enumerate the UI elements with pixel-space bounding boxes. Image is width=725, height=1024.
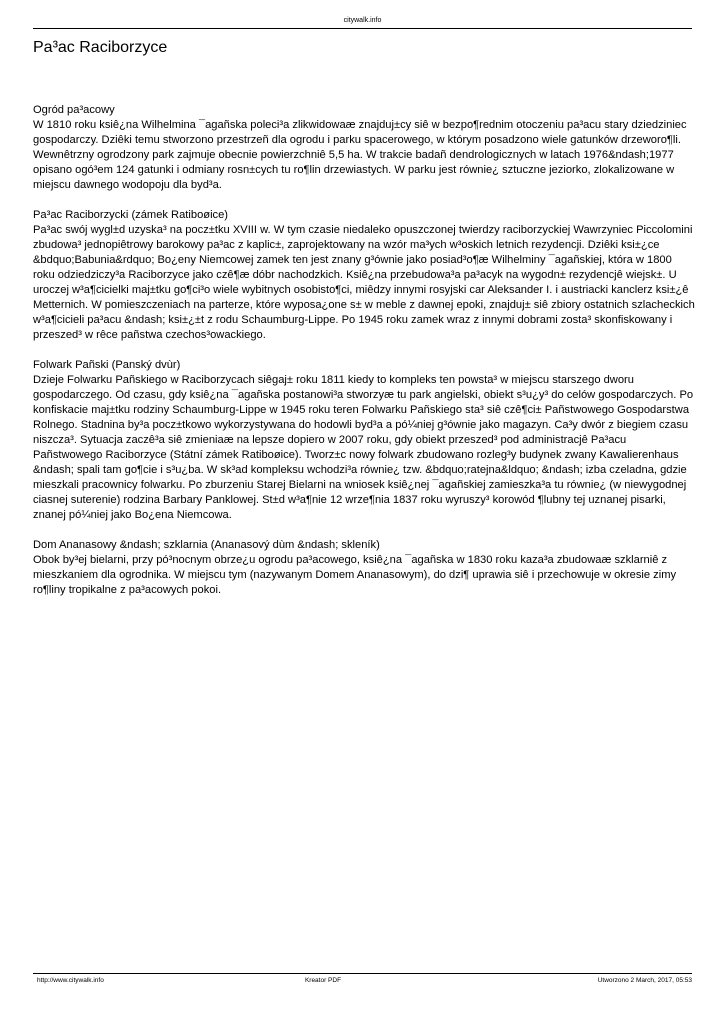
- header-divider: [33, 28, 692, 29]
- section-body: W 1810 roku ksiê¿na Wilhelmina ¯agañska poleci³a zlikwidowaæ znajduj±cy siê w bezpo¶rednim otoczeniu pa³acu stary dziedziniec gospodarczy. Dziêki temu stworzono przestrzeñ dla ogrodu i parku spacerowego, w którym posadzono wiele gatunków drzeworo¶li. Wewnêtrzny ogrodzony park zajmuje obecnie powierzchniê 5,5 ha. W trakcie badañ dendrologicznych w latach 1976&ndash;1977 opisano ogó³em 124 gatunki i odmiany rosn±cych tu ro¶lin drzewiastych. W parku jest równie¿ sztuczne jeziorko, zlokalizowane w miejscu dawnego wodopoju dla byd³a.: [33, 119, 687, 191]
- footer-url: http://www.citywalk.info: [37, 977, 104, 984]
- section-heading: Pa³ac Raciborzycki (zámek Ratiboøice): [33, 209, 229, 221]
- page-title: Pa³ac Raciborzyce: [33, 39, 168, 56]
- section-pineapple-house: [33, 538, 695, 598]
- section-body: Dzieje Folwarku Pañskiego w Raciborzycach siêgaj± roku 1811 kiedy to kompleks ten powsta³ w miejscu starszego dworu gospodarczego. Od czasu, gdy ksiê¿na ¯agañska postanowi³a stworzyæ tu park angielski, obiekt s³u¿y³ do celów gospodarczych. Po konfiskacie maj±tku rodziny Schaumburg-Lippe w 1945 roku teren Folwarku Pañskiego sta³ siê czê¶ci± Pañstwowego Gospodarstwa Rolnego. Stadnina by³a pocz±tkowo wykorzystywana do hodowli byd³a a pó¼niej g³ównie jako magazyn. Ca³y dwór z biegiem czasu niszcza³. Sytuacja zaczê³a siê zmieniaæ na lepsze dopiero w 2007 roku, gdy obiekt przeszed³ pod administracjê Pa³acu Pañstwowego Raciborzyce (Státní zámek Ratiboøice). Tworz±c nowy folwark zbudowano rozleg³y budynek zwany Kawalierenhaus &ndash; spali tam go¶cie i s³u¿ba. W sk³ad kompleksu wchodzi³a równie¿ tzw. &bdquo;ratejna&ldquo; &ndash; izba czeladna, gdzie mieszkali pracownicy folwarku. Po zburzeniu Starej Bielarni na wniosek ksiê¿nej ¯agañskiej zamieszka³a tu równie¿ (w niewygodnej ciasnej suterenie) rodzina Barbary Panklowej. St±d w³a¶nie 12 wrze¶nia 1837 roku wyruszy³ korowód ¶lubny tej uznanej pisarki, znanej pó¼niej jako Bo¿ena Niemcowa.: [33, 374, 694, 521]
- section-body: Pa³ac swój wygl±d uzyska³ na pocz±tku XVIII w. W tym czasie niedaleko opuszczonej twierdzy raciborzyckiej Wawrzyniec Piccolomini zbudowa³ jednopiêtrowy barokowy pa³ac z kaplic±, zaprojektowany na wzór ma³ych w³oskich letnich rezydencji. Dziêki ksi±¿ce &bdquo;Babunia&rdquo; Bo¿eny Niemcowej zamek ten jest znany g³ównie jako posiad³o¶æ Wilhelminy ¯agañskiej, która w 1800 roku odziedziczy³a Raciborzyce jako czê¶æ dóbr nachodzkich. Ksiê¿na przebudowa³a pa³acyk na wygodn± rezydencjê wiejsk±. U uroczej w³a¶cicielki maj±tku go¶ci³o wiele wybitnych osobisto¶ci, miêdzy innymi rosyjski car Aleksander I. i austriacki kanclerz ksi±¿ê Metternich. W pomieszczeniach na parterze, które wyposa¿one s± w meble z dawnej epoki, znajduj± siê zbiory ostatnich szlacheckich w³a¶cicieli pa³acu &ndash; ksi±¿±t z rodu Schaumburg-Lippe. Po 1945 roku zamek wraz z innymi dobrami zosta³ skonfiskowany i przeszed³ w rêce pañstwa czechos³owackiego.: [33, 224, 695, 341]
- section-palace: [33, 208, 695, 343]
- footer-divider: [33, 973, 692, 974]
- section-heading: Folwark Pañski (Panský dvùr): [33, 359, 181, 371]
- page-header-site: citywalk.info: [343, 17, 382, 24]
- section-manor-farm: [33, 358, 695, 523]
- document-content: [33, 103, 695, 613]
- footer-creator: Kreator PDF: [304, 977, 342, 984]
- section-heading: Dom Ananasowy &ndash; szklarnia (Ananasový dùm &ndash; skleník): [33, 539, 380, 551]
- footer-created-date: Utworzono 2 March, 2017, 05:53: [597, 977, 692, 984]
- section-palace-garden: [33, 103, 695, 193]
- section-heading: Ogród pa³acowy: [33, 104, 115, 116]
- page-footer: [33, 976, 692, 986]
- section-body: Obok by³ej bielarni, przy pó³nocnym obrze¿u ogrodu pa³acowego, ksiê¿na ¯agañska w 1830 roku kaza³a zbudowaæ szklarniê z mieszkaniem dla ogrodnika. W miejscu tym (nazywanym Domem Ananasowym), do dzi¶ uprawia siê i przechowuje w okresie zimy ro¶liny tropikalne z pa³acowych pokoi.: [33, 554, 677, 596]
